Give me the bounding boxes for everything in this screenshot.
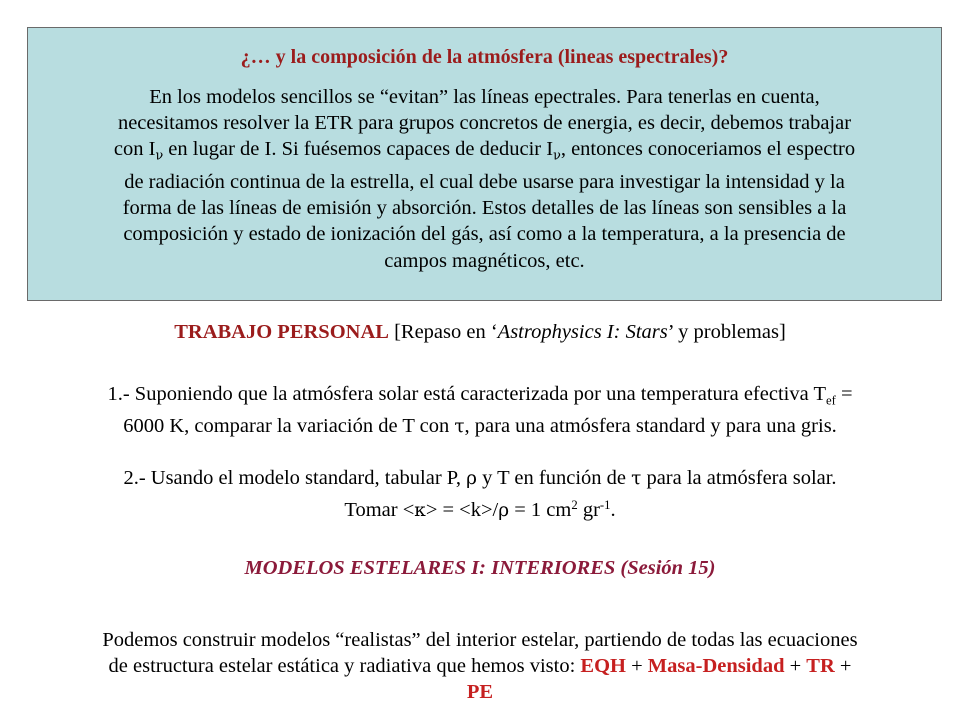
problem-1 [0, 381, 960, 440]
problem-2-line-2: Tomar <κ> = <k>/ρ = 1 $cm^2$ $gr^{-1}$. [344, 498, 616, 521]
intro-line-2: de estructura estelar estática y radiativa que hemos visto: EQH + Masa-Densidad + TR + [108, 655, 852, 677]
trabajo-label: TRABAJO PERSONAL [174, 321, 389, 343]
box-body [38, 84, 931, 274]
reference-title: Astrophysics I: Stars [497, 321, 668, 343]
trabajo-personal-heading: TRABAJO PERSONAL [Repaso en ‘Astrophysics I: Stars’ y problemas] [174, 321, 786, 343]
box-line-4: de radiación continua de la estrella, el cual debe usarse para investigar la intensidad y la [124, 171, 845, 194]
box-line-6: composición y estado de ionización del gás, así como a la temperatura, a la presencia de [123, 223, 846, 246]
box-line-2: necesitamos resolver la ETR para grupos concretos de energia, es decir, debemos trabajar [117, 112, 852, 135]
box-line-3: con $I_\nu$ en lugar de I. Si fuésemos capaces de deducir $I_\nu$, entonces conoceriamos el espectro [113, 138, 856, 163]
box-title: ¿… y la composición de la atmósfera (lineas espectrales)? [240, 46, 729, 68]
problem-1-line-1: 1.- Suponiendo que la atmósfera solar está caracterizada por una temperatura efectiva $T_{ef}$ = [107, 383, 853, 408]
intro-line-1: Podemos construir modelos “realistas” del interior estelar, partiendo de todas las ecuaciones [102, 629, 858, 651]
box-line-7: campos magnéticos, etc. [384, 249, 585, 272]
eqh-term: EQH [580, 655, 626, 677]
problem-2 [0, 465, 960, 524]
problem-1-line-2: 6000 K, comparar la variación de T con τ, para una atmósfera standard y para una gris. [123, 415, 837, 438]
section-title: MODELOS ESTELARES I: INTERIORES (Sesión 15) [244, 557, 716, 579]
problem-2-line-1: 2.- Usando el modelo standard, tabular P, ρ y T en función de τ para la atmósfera solar. [123, 467, 837, 489]
box-line-1: En los modelos sencillos se “evitan” las líneas epectrales. Para tenerlas en cuenta, [149, 86, 820, 108]
intro-paragraph [0, 627, 960, 705]
info-box [27, 27, 942, 301]
pe-term: PE [466, 681, 494, 703]
masa-densidad-term: Masa-Densidad [647, 655, 785, 677]
tr-term: TR [806, 655, 835, 677]
box-line-5: forma de las líneas de emisión y absorción. Estos detalles de las líneas son sensibles a la [122, 197, 847, 220]
intro-line-3 [0, 679, 960, 705]
